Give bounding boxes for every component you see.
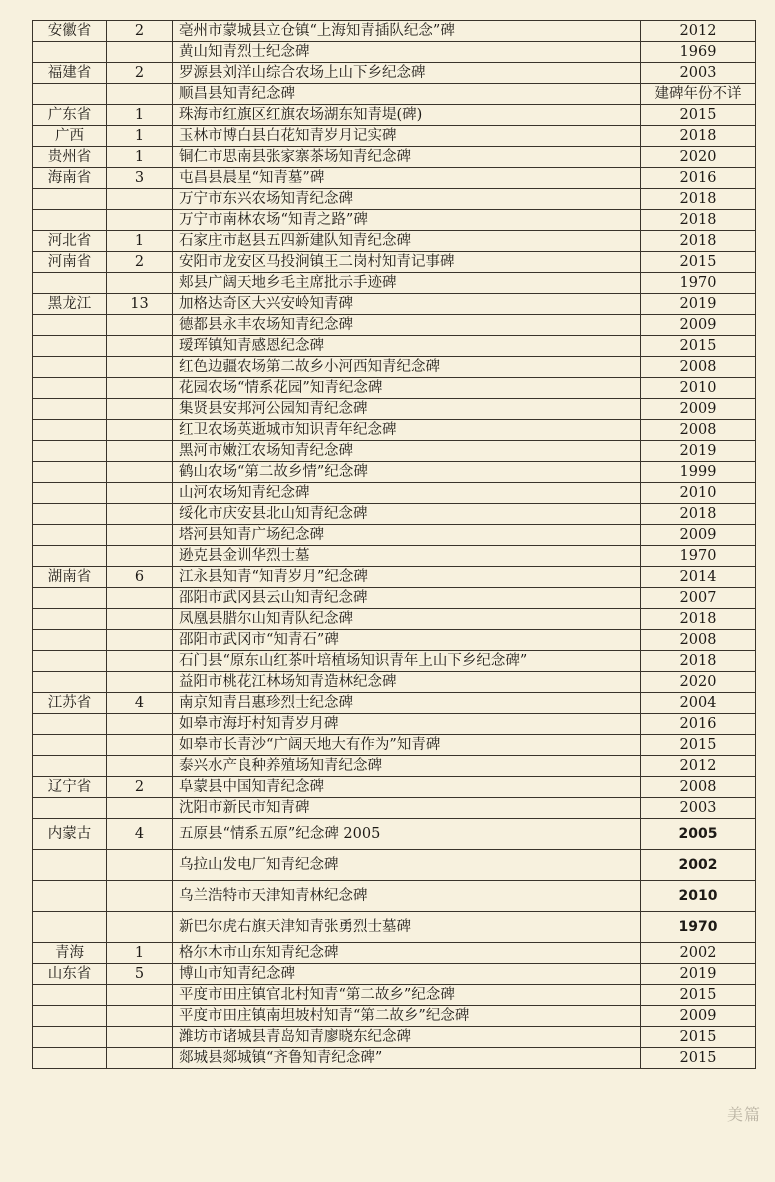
province-cell bbox=[33, 504, 107, 525]
year-cell: 2016 bbox=[641, 168, 756, 189]
table-row bbox=[33, 420, 756, 441]
monument-name-cell: 逊克县金训华烈士墓 bbox=[173, 546, 641, 567]
monument-name-cell: 罗源县刘洋山综合农场上山下乡纪念碑 bbox=[173, 63, 641, 84]
monument-name-cell: 博山市知青纪念碑 bbox=[173, 964, 641, 985]
year-cell: 2015 bbox=[641, 1027, 756, 1048]
province-cell bbox=[33, 1048, 107, 1069]
monument-name-cell: 郯城县郯城镇“齐鲁知青纪念碑” bbox=[173, 1048, 641, 1069]
province-cell bbox=[33, 735, 107, 756]
monument-name-cell: 泰兴水产良种养殖场知青纪念碑 bbox=[173, 756, 641, 777]
count-cell bbox=[107, 588, 173, 609]
count-cell: 2 bbox=[107, 777, 173, 798]
monument-name-cell: 阜蒙县中国知青纪念碑 bbox=[173, 777, 641, 798]
year-cell: 2018 bbox=[641, 210, 756, 231]
monument-name-cell: 如皋市长青沙“广阔天地大有作为”知青碑 bbox=[173, 735, 641, 756]
monument-name-cell: 屯昌县晨星“知青墓”碑 bbox=[173, 168, 641, 189]
province-cell bbox=[33, 357, 107, 378]
year-cell: 2019 bbox=[641, 964, 756, 985]
monument-name-cell: 红色边疆农场第二故乡小河西知青纪念碑 bbox=[173, 357, 641, 378]
monument-name-cell: 黑河市嫩江农场知青纪念碑 bbox=[173, 441, 641, 462]
monument-name-cell: 山河农场知青纪念碑 bbox=[173, 483, 641, 504]
province-cell: 广西 bbox=[33, 126, 107, 147]
province-cell: 安徽省 bbox=[33, 21, 107, 42]
year-cell: 2009 bbox=[641, 525, 756, 546]
monument-name-cell: 平度市田庄镇南坦坡村知青“第二故乡”纪念碑 bbox=[173, 1006, 641, 1027]
table-row bbox=[33, 441, 756, 462]
table-row bbox=[33, 756, 756, 777]
table-row bbox=[33, 231, 756, 252]
province-cell bbox=[33, 42, 107, 63]
province-cell: 湖南省 bbox=[33, 567, 107, 588]
table-row bbox=[33, 881, 756, 912]
monument-name-cell: 乌兰浩特市天津知青林纪念碑 bbox=[173, 881, 641, 912]
province-cell: 内蒙古 bbox=[33, 819, 107, 850]
year-cell: 2018 bbox=[641, 504, 756, 525]
monument-name-cell: 邵阳市武冈市“知青石”碑 bbox=[173, 630, 641, 651]
count-cell bbox=[107, 336, 173, 357]
table-row bbox=[33, 189, 756, 210]
province-cell bbox=[33, 189, 107, 210]
count-cell bbox=[107, 525, 173, 546]
table-row bbox=[33, 504, 756, 525]
year-cell: 2008 bbox=[641, 420, 756, 441]
count-cell: 2 bbox=[107, 21, 173, 42]
monument-name-cell: 江永县知青“知青岁月”纪念碑 bbox=[173, 567, 641, 588]
province-cell: 江苏省 bbox=[33, 693, 107, 714]
table-row bbox=[33, 850, 756, 881]
table-row bbox=[33, 126, 756, 147]
year-cell: 2020 bbox=[641, 147, 756, 168]
year-cell: 2015 bbox=[641, 1048, 756, 1069]
table-row bbox=[33, 630, 756, 651]
province-cell bbox=[33, 1027, 107, 1048]
year-cell: 2010 bbox=[641, 483, 756, 504]
monument-name-cell: 如皋市海圩村知青岁月碑 bbox=[173, 714, 641, 735]
province-cell bbox=[33, 985, 107, 1006]
table-row bbox=[33, 1027, 756, 1048]
table-row bbox=[33, 336, 756, 357]
province-cell: 河北省 bbox=[33, 231, 107, 252]
count-cell bbox=[107, 441, 173, 462]
monument-name-cell: 平度市田庄镇官北村知青“第二故乡”纪念碑 bbox=[173, 985, 641, 1006]
province-cell: 辽宁省 bbox=[33, 777, 107, 798]
count-cell: 6 bbox=[107, 567, 173, 588]
province-cell bbox=[33, 651, 107, 672]
table-row bbox=[33, 964, 756, 985]
year-cell: 2007 bbox=[641, 588, 756, 609]
table-row bbox=[33, 252, 756, 273]
province-cell bbox=[33, 210, 107, 231]
table-row bbox=[33, 985, 756, 1006]
year-cell: 2015 bbox=[641, 252, 756, 273]
count-cell bbox=[107, 672, 173, 693]
province-cell bbox=[33, 912, 107, 943]
year-cell: 2016 bbox=[641, 714, 756, 735]
province-cell: 青海 bbox=[33, 943, 107, 964]
table-row bbox=[33, 525, 756, 546]
table-row bbox=[33, 273, 756, 294]
count-cell bbox=[107, 420, 173, 441]
monument-name-cell: 鹤山农场“第二故乡情”纪念碑 bbox=[173, 462, 641, 483]
year-cell: 2018 bbox=[641, 189, 756, 210]
year-cell: 2015 bbox=[641, 985, 756, 1006]
year-cell: 2012 bbox=[641, 756, 756, 777]
table-row bbox=[33, 819, 756, 850]
year-cell: 2003 bbox=[641, 63, 756, 84]
year-cell: 2008 bbox=[641, 777, 756, 798]
monument-name-cell: 万宁市东兴农场知青纪念碑 bbox=[173, 189, 641, 210]
table-row bbox=[33, 399, 756, 420]
province-cell bbox=[33, 399, 107, 420]
count-cell bbox=[107, 315, 173, 336]
count-cell: 1 bbox=[107, 105, 173, 126]
monument-table-page bbox=[32, 20, 755, 1069]
monument-name-cell: 德都县永丰农场知青纪念碑 bbox=[173, 315, 641, 336]
count-cell bbox=[107, 357, 173, 378]
count-cell bbox=[107, 735, 173, 756]
province-cell: 贵州省 bbox=[33, 147, 107, 168]
province-cell: 黑龙江 bbox=[33, 294, 107, 315]
year-cell: 2009 bbox=[641, 315, 756, 336]
monument-name-cell: 郏县广阔天地乡毛主席批示手迹碑 bbox=[173, 273, 641, 294]
year-cell: 2018 bbox=[641, 651, 756, 672]
province-cell: 海南省 bbox=[33, 168, 107, 189]
monument-name-cell: 亳州市蒙城县立仓镇“上海知青插队纪念”碑 bbox=[173, 21, 641, 42]
province-cell bbox=[33, 630, 107, 651]
year-cell: 2020 bbox=[641, 672, 756, 693]
monument-table-body bbox=[33, 21, 756, 1069]
monument-name-cell: 黄山知青烈士纪念碑 bbox=[173, 42, 641, 63]
province-cell bbox=[33, 84, 107, 105]
year-cell: 2008 bbox=[641, 357, 756, 378]
year-cell: 2008 bbox=[641, 630, 756, 651]
count-cell: 2 bbox=[107, 252, 173, 273]
table-row bbox=[33, 609, 756, 630]
table-row bbox=[33, 462, 756, 483]
count-cell: 2 bbox=[107, 63, 173, 84]
monument-name-cell: 瑷珲镇知青感恩纪念碑 bbox=[173, 336, 641, 357]
count-cell bbox=[107, 651, 173, 672]
table-row bbox=[33, 315, 756, 336]
province-cell bbox=[33, 336, 107, 357]
table-row bbox=[33, 777, 756, 798]
year-cell: 2018 bbox=[641, 126, 756, 147]
province-cell bbox=[33, 798, 107, 819]
table-row bbox=[33, 912, 756, 943]
monument-name-cell: 铜仁市思南县张家寨茶场知青纪念碑 bbox=[173, 147, 641, 168]
province-cell bbox=[33, 609, 107, 630]
table-row bbox=[33, 672, 756, 693]
count-cell: 3 bbox=[107, 168, 173, 189]
table-row bbox=[33, 21, 756, 42]
year-cell: 2004 bbox=[641, 693, 756, 714]
year-cell: 2009 bbox=[641, 399, 756, 420]
count-cell bbox=[107, 798, 173, 819]
monument-name-cell: 邵阳市武冈县云山知青纪念碑 bbox=[173, 588, 641, 609]
year-cell: 2019 bbox=[641, 441, 756, 462]
monument-name-cell: 沈阳市新民市知青碑 bbox=[173, 798, 641, 819]
count-cell bbox=[107, 1048, 173, 1069]
year-cell: 2010 bbox=[641, 881, 756, 912]
province-cell bbox=[33, 441, 107, 462]
year-cell: 2019 bbox=[641, 294, 756, 315]
province-cell bbox=[33, 588, 107, 609]
year-cell: 2010 bbox=[641, 378, 756, 399]
table-row bbox=[33, 168, 756, 189]
monument-name-cell: 顺昌县知青纪念碑 bbox=[173, 84, 641, 105]
table-row bbox=[33, 357, 756, 378]
province-cell bbox=[33, 881, 107, 912]
year-cell: 2002 bbox=[641, 943, 756, 964]
province-cell bbox=[33, 420, 107, 441]
table-row bbox=[33, 798, 756, 819]
province-cell: 福建省 bbox=[33, 63, 107, 84]
count-cell bbox=[107, 912, 173, 943]
count-cell bbox=[107, 462, 173, 483]
table-row bbox=[33, 84, 756, 105]
monument-name-cell: 花园农场“情系花园”知青纪念碑 bbox=[173, 378, 641, 399]
count-cell: 1 bbox=[107, 231, 173, 252]
year-cell: 2002 bbox=[641, 850, 756, 881]
monument-name-cell: 格尔木市山东知青纪念碑 bbox=[173, 943, 641, 964]
count-cell: 1 bbox=[107, 943, 173, 964]
count-cell: 5 bbox=[107, 964, 173, 985]
monument-name-cell: 玉林市博白县白花知青岁月记实碑 bbox=[173, 126, 641, 147]
count-cell bbox=[107, 210, 173, 231]
monument-name-cell: 潍坊市诸城县青岛知青廖晓东纪念碑 bbox=[173, 1027, 641, 1048]
monument-name-cell: 珠海市红旗区红旗农场湖东知青堤(碑) bbox=[173, 105, 641, 126]
table-row bbox=[33, 1006, 756, 1027]
monument-name-cell: 凤凰县腊尔山知青队纪念碑 bbox=[173, 609, 641, 630]
count-cell bbox=[107, 850, 173, 881]
year-cell: 1970 bbox=[641, 273, 756, 294]
year-cell: 2018 bbox=[641, 231, 756, 252]
monument-name-cell: 石门县“原东山红茶叶培植场知识青年上山下乡纪念碑” bbox=[173, 651, 641, 672]
table-row bbox=[33, 693, 756, 714]
count-cell: 4 bbox=[107, 693, 173, 714]
table-row bbox=[33, 588, 756, 609]
table-row bbox=[33, 546, 756, 567]
monument-name-cell: 五原县“情系五原”纪念碑 2005 bbox=[173, 819, 641, 850]
monument-name-cell: 石家庄市赵县五四新建队知青纪念碑 bbox=[173, 231, 641, 252]
count-cell bbox=[107, 756, 173, 777]
table-row bbox=[33, 210, 756, 231]
province-cell: 河南省 bbox=[33, 252, 107, 273]
count-cell: 4 bbox=[107, 819, 173, 850]
count-cell: 13 bbox=[107, 294, 173, 315]
table-row bbox=[33, 714, 756, 735]
monument-name-cell: 塔河县知青广场纪念碑 bbox=[173, 525, 641, 546]
year-cell: 2009 bbox=[641, 1006, 756, 1027]
table-row bbox=[33, 147, 756, 168]
province-cell bbox=[33, 850, 107, 881]
province-cell: 广东省 bbox=[33, 105, 107, 126]
province-cell bbox=[33, 315, 107, 336]
year-cell: 2014 bbox=[641, 567, 756, 588]
year-cell: 1970 bbox=[641, 912, 756, 943]
monument-name-cell: 红卫农场英逝城市知识青年纪念碑 bbox=[173, 420, 641, 441]
table-row bbox=[33, 294, 756, 315]
monument-name-cell: 新巴尔虎右旗天津知青张勇烈士墓碑 bbox=[173, 912, 641, 943]
province-cell bbox=[33, 756, 107, 777]
watermark: 美篇 bbox=[726, 1105, 761, 1124]
year-cell: 2018 bbox=[641, 609, 756, 630]
province-cell: 山东省 bbox=[33, 964, 107, 985]
year-cell: 2015 bbox=[641, 735, 756, 756]
count-cell bbox=[107, 609, 173, 630]
table-row bbox=[33, 1048, 756, 1069]
count-cell bbox=[107, 273, 173, 294]
province-cell bbox=[33, 483, 107, 504]
table-row bbox=[33, 378, 756, 399]
table-row bbox=[33, 735, 756, 756]
count-cell bbox=[107, 42, 173, 63]
monument-name-cell: 绥化市庆安县北山知青纪念碑 bbox=[173, 504, 641, 525]
province-cell bbox=[33, 1006, 107, 1027]
count-cell bbox=[107, 483, 173, 504]
monument-table bbox=[32, 20, 756, 1069]
province-cell bbox=[33, 462, 107, 483]
monument-name-cell: 乌拉山发电厂知青纪念碑 bbox=[173, 850, 641, 881]
year-cell: 2012 bbox=[641, 21, 756, 42]
count-cell bbox=[107, 714, 173, 735]
province-cell bbox=[33, 378, 107, 399]
monument-name-cell: 集贤县安邦河公园知青纪念碑 bbox=[173, 399, 641, 420]
count-cell bbox=[107, 378, 173, 399]
count-cell bbox=[107, 546, 173, 567]
monument-name-cell: 益阳市桃花江林场知青造林纪念碑 bbox=[173, 672, 641, 693]
table-row bbox=[33, 63, 756, 84]
count-cell bbox=[107, 881, 173, 912]
province-cell bbox=[33, 525, 107, 546]
count-cell bbox=[107, 1027, 173, 1048]
monument-name-cell: 加格达奇区大兴安岭知青碑 bbox=[173, 294, 641, 315]
monument-name-cell: 万宁市南林农场“知青之路”碑 bbox=[173, 210, 641, 231]
count-cell bbox=[107, 985, 173, 1006]
count-cell: 1 bbox=[107, 126, 173, 147]
count-cell: 1 bbox=[107, 147, 173, 168]
year-cell: 2005 bbox=[641, 819, 756, 850]
count-cell bbox=[107, 1006, 173, 1027]
year-cell: 2015 bbox=[641, 336, 756, 357]
province-cell bbox=[33, 714, 107, 735]
monument-name-cell: 安阳市龙安区马投涧镇王二岗村知青记事碑 bbox=[173, 252, 641, 273]
year-cell: 1970 bbox=[641, 546, 756, 567]
year-cell: 1999 bbox=[641, 462, 756, 483]
count-cell bbox=[107, 84, 173, 105]
count-cell bbox=[107, 399, 173, 420]
table-row bbox=[33, 105, 756, 126]
table-row bbox=[33, 483, 756, 504]
monument-name-cell: 南京知青吕惠珍烈士纪念碑 bbox=[173, 693, 641, 714]
count-cell bbox=[107, 504, 173, 525]
year-cell: 2015 bbox=[641, 105, 756, 126]
table-row bbox=[33, 943, 756, 964]
year-cell: 建碑年份不详 bbox=[641, 84, 756, 105]
province-cell bbox=[33, 546, 107, 567]
table-row bbox=[33, 567, 756, 588]
year-cell: 2003 bbox=[641, 798, 756, 819]
count-cell bbox=[107, 189, 173, 210]
table-row bbox=[33, 42, 756, 63]
table-row bbox=[33, 651, 756, 672]
count-cell bbox=[107, 630, 173, 651]
year-cell: 1969 bbox=[641, 42, 756, 63]
province-cell bbox=[33, 672, 107, 693]
province-cell bbox=[33, 273, 107, 294]
